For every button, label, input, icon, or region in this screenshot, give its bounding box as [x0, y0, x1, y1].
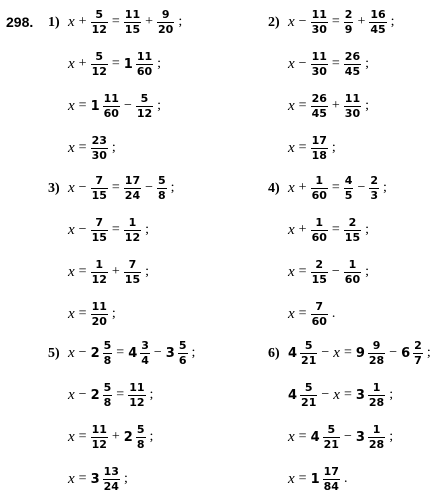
- operator: ;: [149, 387, 154, 402]
- operator: =: [111, 222, 120, 237]
- whole-number: 3: [355, 387, 365, 403]
- denominator: 3: [370, 188, 379, 202]
- numerator: 11: [311, 7, 327, 21]
- equation-line: [288, 214, 370, 246]
- fraction: [311, 217, 328, 244]
- fraction: [124, 217, 141, 244]
- denominator: 12: [91, 22, 107, 36]
- fraction: [323, 424, 340, 451]
- operator: =: [343, 387, 352, 402]
- denominator: 12: [124, 230, 141, 244]
- operator: =: [298, 264, 307, 279]
- whole-number: 3: [355, 429, 365, 445]
- part-label: 6): [268, 346, 280, 361]
- operator: =: [331, 180, 340, 195]
- denominator: 21: [301, 395, 317, 409]
- numerator: 23: [91, 133, 107, 147]
- fraction: [136, 424, 146, 451]
- denominator: 24: [103, 479, 119, 493]
- operator: =: [116, 345, 125, 360]
- whole-number: 6: [401, 345, 411, 361]
- numerator: 5: [136, 422, 145, 436]
- fraction: [91, 217, 108, 244]
- numerator: 26: [311, 91, 327, 105]
- fraction: [103, 382, 113, 409]
- operator: =: [78, 264, 87, 279]
- denominator: 15: [311, 272, 327, 286]
- denominator: 84: [323, 479, 339, 493]
- fraction: [311, 175, 328, 202]
- equation-line: [288, 6, 396, 38]
- operator: +: [331, 98, 340, 113]
- denominator: 30: [91, 148, 107, 162]
- fraction: [344, 51, 361, 78]
- fraction: [323, 466, 340, 493]
- variable: x: [68, 305, 75, 322]
- operator: =: [343, 345, 352, 360]
- denominator: 20: [91, 314, 107, 328]
- fraction: [311, 301, 328, 328]
- numerator: 5: [327, 422, 336, 436]
- numerator: 7: [95, 173, 104, 187]
- equation-line: [68, 337, 196, 369]
- operator: −: [357, 180, 366, 195]
- equation-line: [68, 421, 154, 453]
- denominator: 28: [368, 395, 385, 409]
- whole-number: 4: [288, 345, 298, 361]
- fraction: [124, 259, 141, 286]
- fraction: [311, 9, 328, 36]
- variable: x: [288, 179, 295, 196]
- numerator: 17: [124, 173, 141, 187]
- variable: x: [288, 263, 295, 280]
- whole-number: 2: [90, 345, 100, 361]
- operator: =: [298, 98, 307, 113]
- fraction: [140, 340, 150, 367]
- variable: x: [288, 55, 295, 72]
- fraction: [91, 9, 108, 36]
- denominator: 12: [91, 64, 107, 78]
- part-label: 4): [268, 181, 280, 196]
- fraction: [91, 424, 108, 451]
- denominator: 30: [311, 22, 327, 36]
- operator: =: [298, 429, 307, 444]
- numerator: 16: [370, 7, 386, 21]
- equation-line: [68, 48, 162, 80]
- numerator: 5: [158, 173, 166, 187]
- operator: ;: [157, 98, 162, 113]
- equation-line: [68, 172, 176, 204]
- variable: x: [68, 97, 75, 114]
- numerator: 5: [304, 338, 313, 352]
- operator: ;: [383, 180, 387, 195]
- fraction: [91, 175, 108, 202]
- operator: ;: [111, 306, 116, 321]
- operator: =: [116, 387, 125, 402]
- operator: +: [298, 222, 307, 237]
- denominator: 4: [141, 353, 149, 367]
- part-label: 1): [48, 15, 60, 30]
- denominator: 60: [136, 64, 153, 78]
- fraction: [311, 93, 328, 120]
- denominator: 15: [91, 230, 107, 244]
- numerator: 5: [304, 380, 313, 394]
- denominator: 8: [136, 437, 145, 451]
- operator: +: [298, 180, 307, 195]
- denominator: 8: [103, 395, 112, 409]
- operator: +: [111, 264, 120, 279]
- denominator: 20: [158, 22, 174, 36]
- fraction: [124, 175, 141, 202]
- operator: .: [331, 306, 336, 321]
- operator: ;: [331, 140, 336, 155]
- numerator: 5: [95, 7, 104, 21]
- variable: x: [288, 139, 295, 156]
- fraction: [311, 135, 328, 162]
- denominator: 12: [91, 437, 107, 451]
- variable: x: [68, 263, 75, 280]
- operator: +: [145, 14, 154, 29]
- operator: =: [111, 180, 120, 195]
- operator: +: [78, 14, 87, 29]
- operator: ;: [389, 387, 394, 402]
- numerator: 9: [161, 7, 170, 21]
- part-label: 5): [48, 346, 60, 361]
- variable: x: [288, 305, 295, 322]
- denominator: 18: [311, 148, 327, 162]
- denominator: 12: [129, 395, 145, 409]
- operator: −: [343, 429, 352, 444]
- operator: ;: [170, 180, 175, 195]
- equation-line: [288, 463, 348, 495]
- operator: ;: [191, 345, 196, 360]
- denominator: 8: [103, 353, 112, 367]
- fraction: [413, 340, 423, 367]
- fraction: [300, 382, 317, 409]
- equation-line: [68, 463, 129, 495]
- fraction: [103, 93, 120, 120]
- numerator: 1: [315, 173, 324, 187]
- denominator: 30: [311, 64, 327, 78]
- fraction: [128, 382, 145, 409]
- fraction: [300, 340, 317, 367]
- numerator: 17: [311, 133, 327, 147]
- variable: x: [68, 386, 75, 403]
- variable: x: [288, 428, 295, 445]
- fraction: [136, 51, 153, 78]
- whole-number: 1: [90, 98, 100, 114]
- operator: −: [145, 180, 154, 195]
- numerator: 1: [348, 257, 357, 271]
- fraction: [91, 301, 108, 328]
- variable: x: [68, 13, 75, 30]
- denominator: 60: [103, 106, 119, 120]
- denominator: 60: [344, 272, 361, 286]
- part-label: 3): [48, 181, 60, 196]
- part-label: 2): [268, 15, 280, 30]
- numerator: 2: [348, 215, 357, 229]
- numerator: 4: [344, 173, 353, 187]
- equation-line: [288, 48, 370, 80]
- operator: ;: [157, 56, 162, 71]
- operator: ;: [178, 14, 183, 29]
- fraction: [103, 466, 120, 493]
- denominator: 24: [124, 188, 141, 202]
- fraction: [344, 175, 354, 202]
- denominator: 21: [323, 437, 339, 451]
- whole-number: 1: [310, 471, 320, 487]
- equation-line: [68, 298, 117, 330]
- whole-number: 1: [123, 56, 133, 72]
- denominator: 8: [158, 188, 166, 202]
- denominator: 30: [344, 106, 361, 120]
- equation-line: [288, 172, 388, 204]
- operator: −: [78, 180, 87, 195]
- operator: ;: [365, 98, 369, 113]
- numerator: 5: [103, 338, 112, 352]
- variable: x: [333, 386, 340, 403]
- numerator: 11: [311, 49, 327, 63]
- operator: =: [331, 222, 340, 237]
- numerator: 26: [344, 49, 361, 63]
- denominator: 12: [91, 272, 107, 286]
- fraction: [344, 259, 361, 286]
- whole-number: 3: [90, 471, 100, 487]
- equation-line: [288, 256, 370, 288]
- numerator: 9: [372, 338, 381, 352]
- fraction: [136, 93, 153, 120]
- operator: +: [111, 429, 120, 444]
- numerator: 1: [95, 257, 104, 271]
- denominator: 15: [124, 22, 141, 36]
- operator: =: [78, 306, 87, 321]
- fraction: [368, 424, 385, 451]
- operator: ;: [390, 14, 395, 29]
- fraction: [157, 175, 167, 202]
- operator: =: [298, 471, 307, 486]
- whole-number: 4: [288, 387, 298, 403]
- numerator: 1: [372, 380, 381, 394]
- whole-number: 2: [123, 429, 133, 445]
- operator: −: [389, 345, 398, 360]
- variable: x: [68, 221, 75, 238]
- numerator: 5: [178, 338, 187, 352]
- denominator: 12: [136, 106, 153, 120]
- numerator: 2: [414, 338, 422, 352]
- variable: x: [68, 139, 75, 156]
- operator: −: [298, 14, 307, 29]
- fraction: [91, 135, 108, 162]
- variable: x: [68, 470, 75, 487]
- operator: ;: [389, 429, 394, 444]
- operator: ;: [149, 429, 154, 444]
- numerator: 5: [103, 380, 112, 394]
- numerator: 7: [315, 299, 324, 313]
- denominator: 21: [301, 353, 317, 367]
- numerator: 7: [128, 257, 137, 271]
- equation-line: [288, 90, 370, 122]
- operator: ;: [145, 264, 149, 279]
- numerator: 11: [91, 422, 107, 436]
- equation-line: [288, 337, 432, 369]
- operator: ;: [365, 222, 369, 237]
- denominator: 60: [311, 230, 327, 244]
- denominator: 9: [344, 22, 353, 36]
- operator: +: [357, 14, 366, 29]
- fraction: [311, 259, 328, 286]
- operator: ;: [145, 222, 149, 237]
- operator: =: [331, 14, 340, 29]
- numerator: 13: [103, 464, 119, 478]
- numerator: 17: [323, 464, 339, 478]
- variable: x: [68, 428, 75, 445]
- equation-line: [288, 132, 337, 164]
- operator: −: [78, 387, 87, 402]
- denominator: 28: [368, 437, 385, 451]
- operator: =: [111, 56, 120, 71]
- operator: −: [321, 387, 330, 402]
- fraction: [368, 340, 385, 367]
- numerator: 7: [95, 215, 104, 229]
- denominator: 15: [91, 188, 107, 202]
- operator: ;: [111, 140, 116, 155]
- denominator: 60: [311, 188, 327, 202]
- equation-line: [288, 379, 394, 411]
- numerator: 5: [140, 91, 149, 105]
- operator: −: [321, 345, 330, 360]
- whole-number: 3: [165, 345, 175, 361]
- operator: −: [298, 56, 307, 71]
- operator: .: [343, 471, 348, 486]
- operator: −: [78, 345, 87, 360]
- equation-line: [68, 214, 150, 246]
- variable: x: [288, 13, 295, 30]
- operator: ;: [426, 345, 431, 360]
- operator: =: [78, 140, 87, 155]
- operator: =: [111, 14, 120, 29]
- numerator: 1: [372, 422, 381, 436]
- operator: =: [298, 306, 307, 321]
- fraction: [369, 175, 379, 202]
- fraction: [344, 93, 361, 120]
- fraction: [178, 340, 188, 367]
- equation-line: [68, 90, 162, 122]
- variable: x: [68, 55, 75, 72]
- denominator: 6: [178, 353, 187, 367]
- fraction: [311, 51, 328, 78]
- fraction: [344, 217, 361, 244]
- operator: =: [331, 56, 340, 71]
- denominator: 60: [311, 314, 327, 328]
- denominator: 45: [311, 106, 327, 120]
- numerator: 2: [315, 257, 324, 271]
- numerator: 11: [136, 49, 153, 63]
- denominator: 7: [414, 353, 422, 367]
- operator: =: [298, 140, 307, 155]
- problem-number: 298.: [6, 14, 34, 30]
- fraction: [344, 9, 354, 36]
- operator: −: [78, 222, 87, 237]
- variable: x: [68, 344, 75, 361]
- numerator: 11: [124, 7, 141, 21]
- numerator: 5: [95, 49, 104, 63]
- operator: +: [78, 56, 87, 71]
- whole-number: 2: [90, 387, 100, 403]
- operator: =: [78, 98, 87, 113]
- operator: −: [153, 345, 162, 360]
- fraction: [368, 382, 385, 409]
- operator: −: [123, 98, 132, 113]
- fraction: [157, 9, 174, 36]
- variable: x: [68, 179, 75, 196]
- operator: ;: [123, 471, 128, 486]
- numerator: 11: [344, 91, 361, 105]
- fraction: [91, 51, 108, 78]
- operator: ;: [365, 264, 369, 279]
- equation-line: [68, 256, 150, 288]
- numerator: 2: [370, 173, 379, 187]
- fraction: [124, 9, 141, 36]
- equation-line: [288, 421, 394, 453]
- denominator: 45: [344, 64, 361, 78]
- variable: x: [288, 470, 295, 487]
- fraction: [369, 9, 386, 36]
- variable: x: [333, 344, 340, 361]
- numerator: 3: [141, 338, 149, 352]
- denominator: 45: [370, 22, 386, 36]
- variable: x: [288, 97, 295, 114]
- operator: ;: [365, 56, 369, 71]
- denominator: 15: [344, 230, 361, 244]
- whole-number: 4: [310, 429, 320, 445]
- numerator: 2: [344, 7, 353, 21]
- numerator: 11: [91, 299, 107, 313]
- variable: x: [288, 221, 295, 238]
- equation-line: [68, 132, 117, 164]
- whole-number: 4: [128, 345, 138, 361]
- equation-line: [288, 298, 336, 330]
- operator: −: [331, 264, 340, 279]
- operator: =: [78, 429, 87, 444]
- denominator: 28: [368, 353, 385, 367]
- equation-line: [68, 6, 183, 38]
- operator: =: [78, 471, 87, 486]
- denominator: 15: [124, 272, 141, 286]
- numerator: 11: [129, 380, 145, 394]
- equation-line: [68, 379, 154, 411]
- fraction: [103, 340, 113, 367]
- denominator: 5: [344, 188, 353, 202]
- numerator: 11: [103, 91, 119, 105]
- whole-number: 9: [355, 345, 365, 361]
- numerator: 1: [128, 215, 137, 229]
- numerator: 1: [315, 215, 324, 229]
- fraction: [91, 259, 108, 286]
